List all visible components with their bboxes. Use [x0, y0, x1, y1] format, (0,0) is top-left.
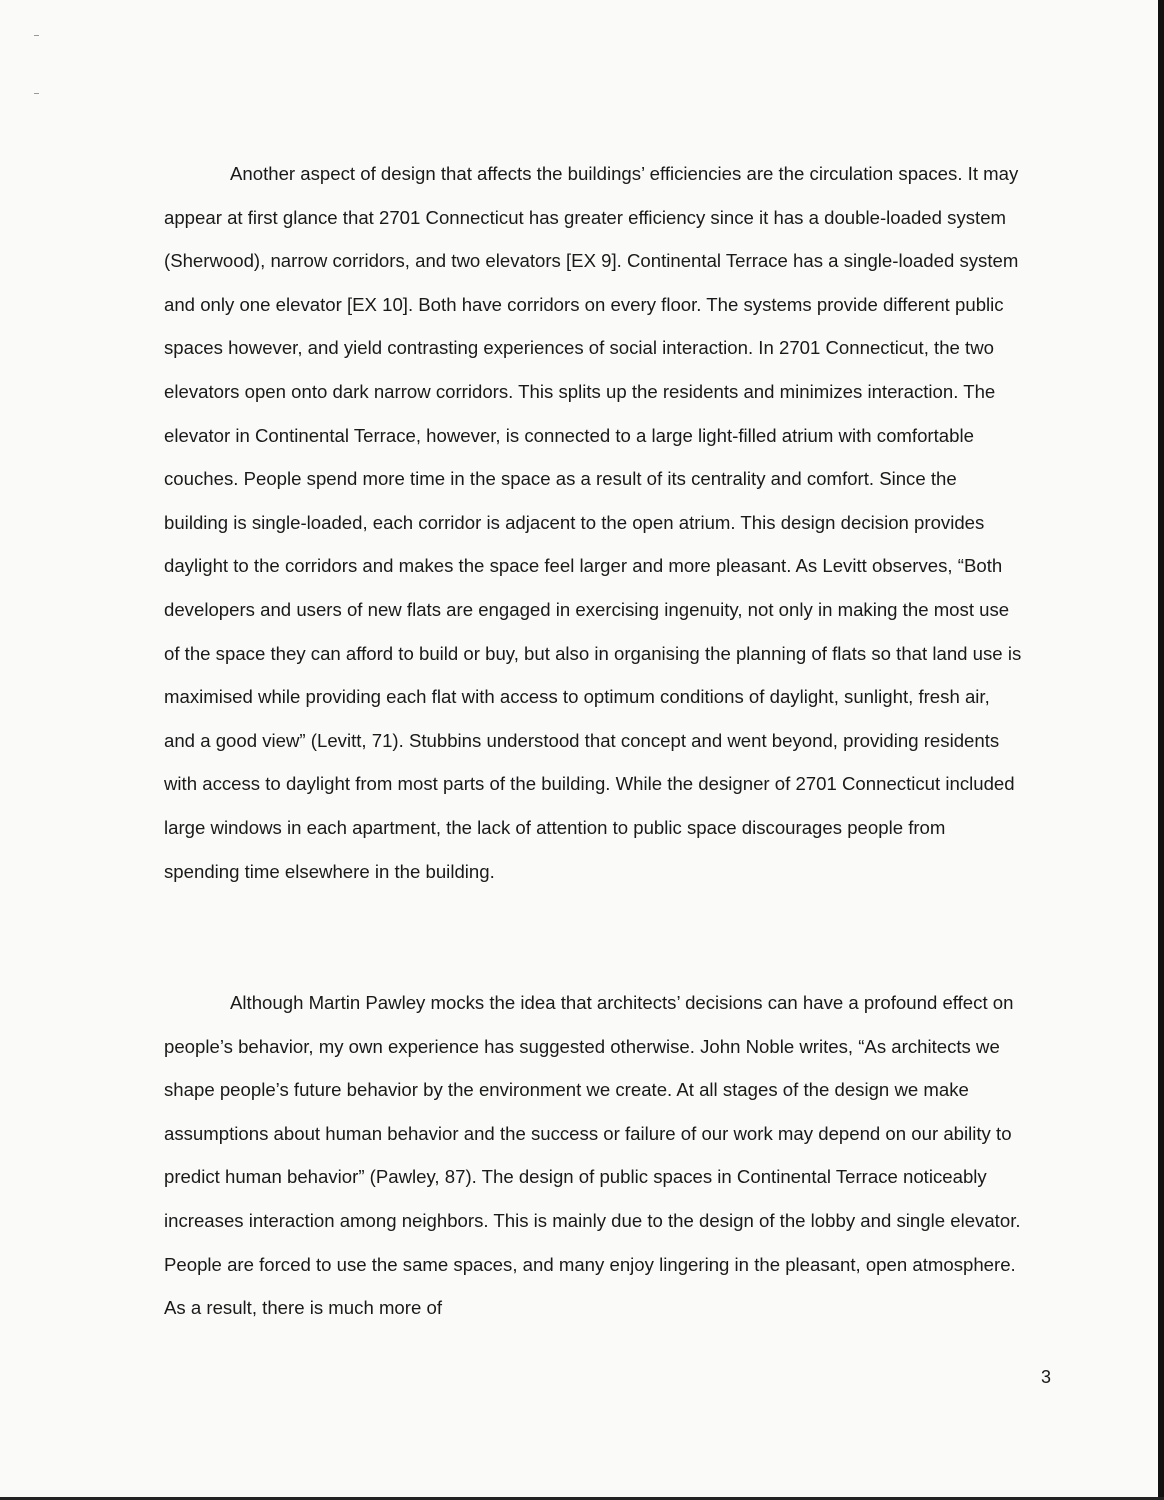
body-paragraph: Another aspect of design that affects the buildings’ efficiencies are the circulation spaces. It may appear at first glance that 2701 Connecticut has greater efficiency since it has a double-loaded system (Sherwood), narrow corridors, and two elevators [EX 9]. Continental Terrace has a single-loaded system and only one elevator [EX 10]. Both have corridors on every floor. The systems provide different public spaces however, and yield contrasting experiences of social interaction. In 2701 Connecticut, the two elevators open onto dark narrow corridors. This splits up the residents and minimizes interaction. The elevator in Continental Terrace, however, is connected to a large light-filled atrium with comfortable couches. People spend more time in the space as a result of its centrality and comfort. Since the building is single-loaded, each corridor is adjacent to the open atrium. This design decision provides daylight to the corridors and makes the space feel larger and more pleasant. As Levitt observes, “Both developers and users of new flats are engaged in exercising ingenuity, not only in making the most use of the space they can afford to build or buy, but also in organising the planning of flats so that land use is maximised while providing each flat with access to optimum conditions of daylight, sunlight, fresh air, and a good view” (Levitt, 71). Stubbins understood that concept and went beyond, providing residents with access to daylight from most parts of the building. While the designer of 2701 Connecticut included large windows in each apartment, the lack of attention to public space discourages people from spending time elsewhere in the building.: [164, 163, 1022, 882]
scan-mark: [34, 93, 39, 94]
body-paragraph: Although Martin Pawley mocks the idea that architects’ decisions can have a profound effect on people’s behavior, my own experience has suggested otherwise. John Noble writes, “As architects we shape people’s future behavior by the environment we create. At all stages of the design we make assumptions about human behavior and the success or failure of our work may depend on our ability to predict human behavior” (Pawley, 87). The design of public spaces in Continental Terrace noticeably increases interaction among neighbors. This is mainly due to the design of the lobby and single elevator. People are forced to use the same spaces, and many enjoy lingering in the pleasant, open atmosphere. As a result, there is much more of: [164, 992, 1021, 1319]
scan-edge: [1158, 0, 1164, 1500]
scan-mark: [34, 35, 39, 36]
page-number: 3: [1041, 1367, 1052, 1387]
